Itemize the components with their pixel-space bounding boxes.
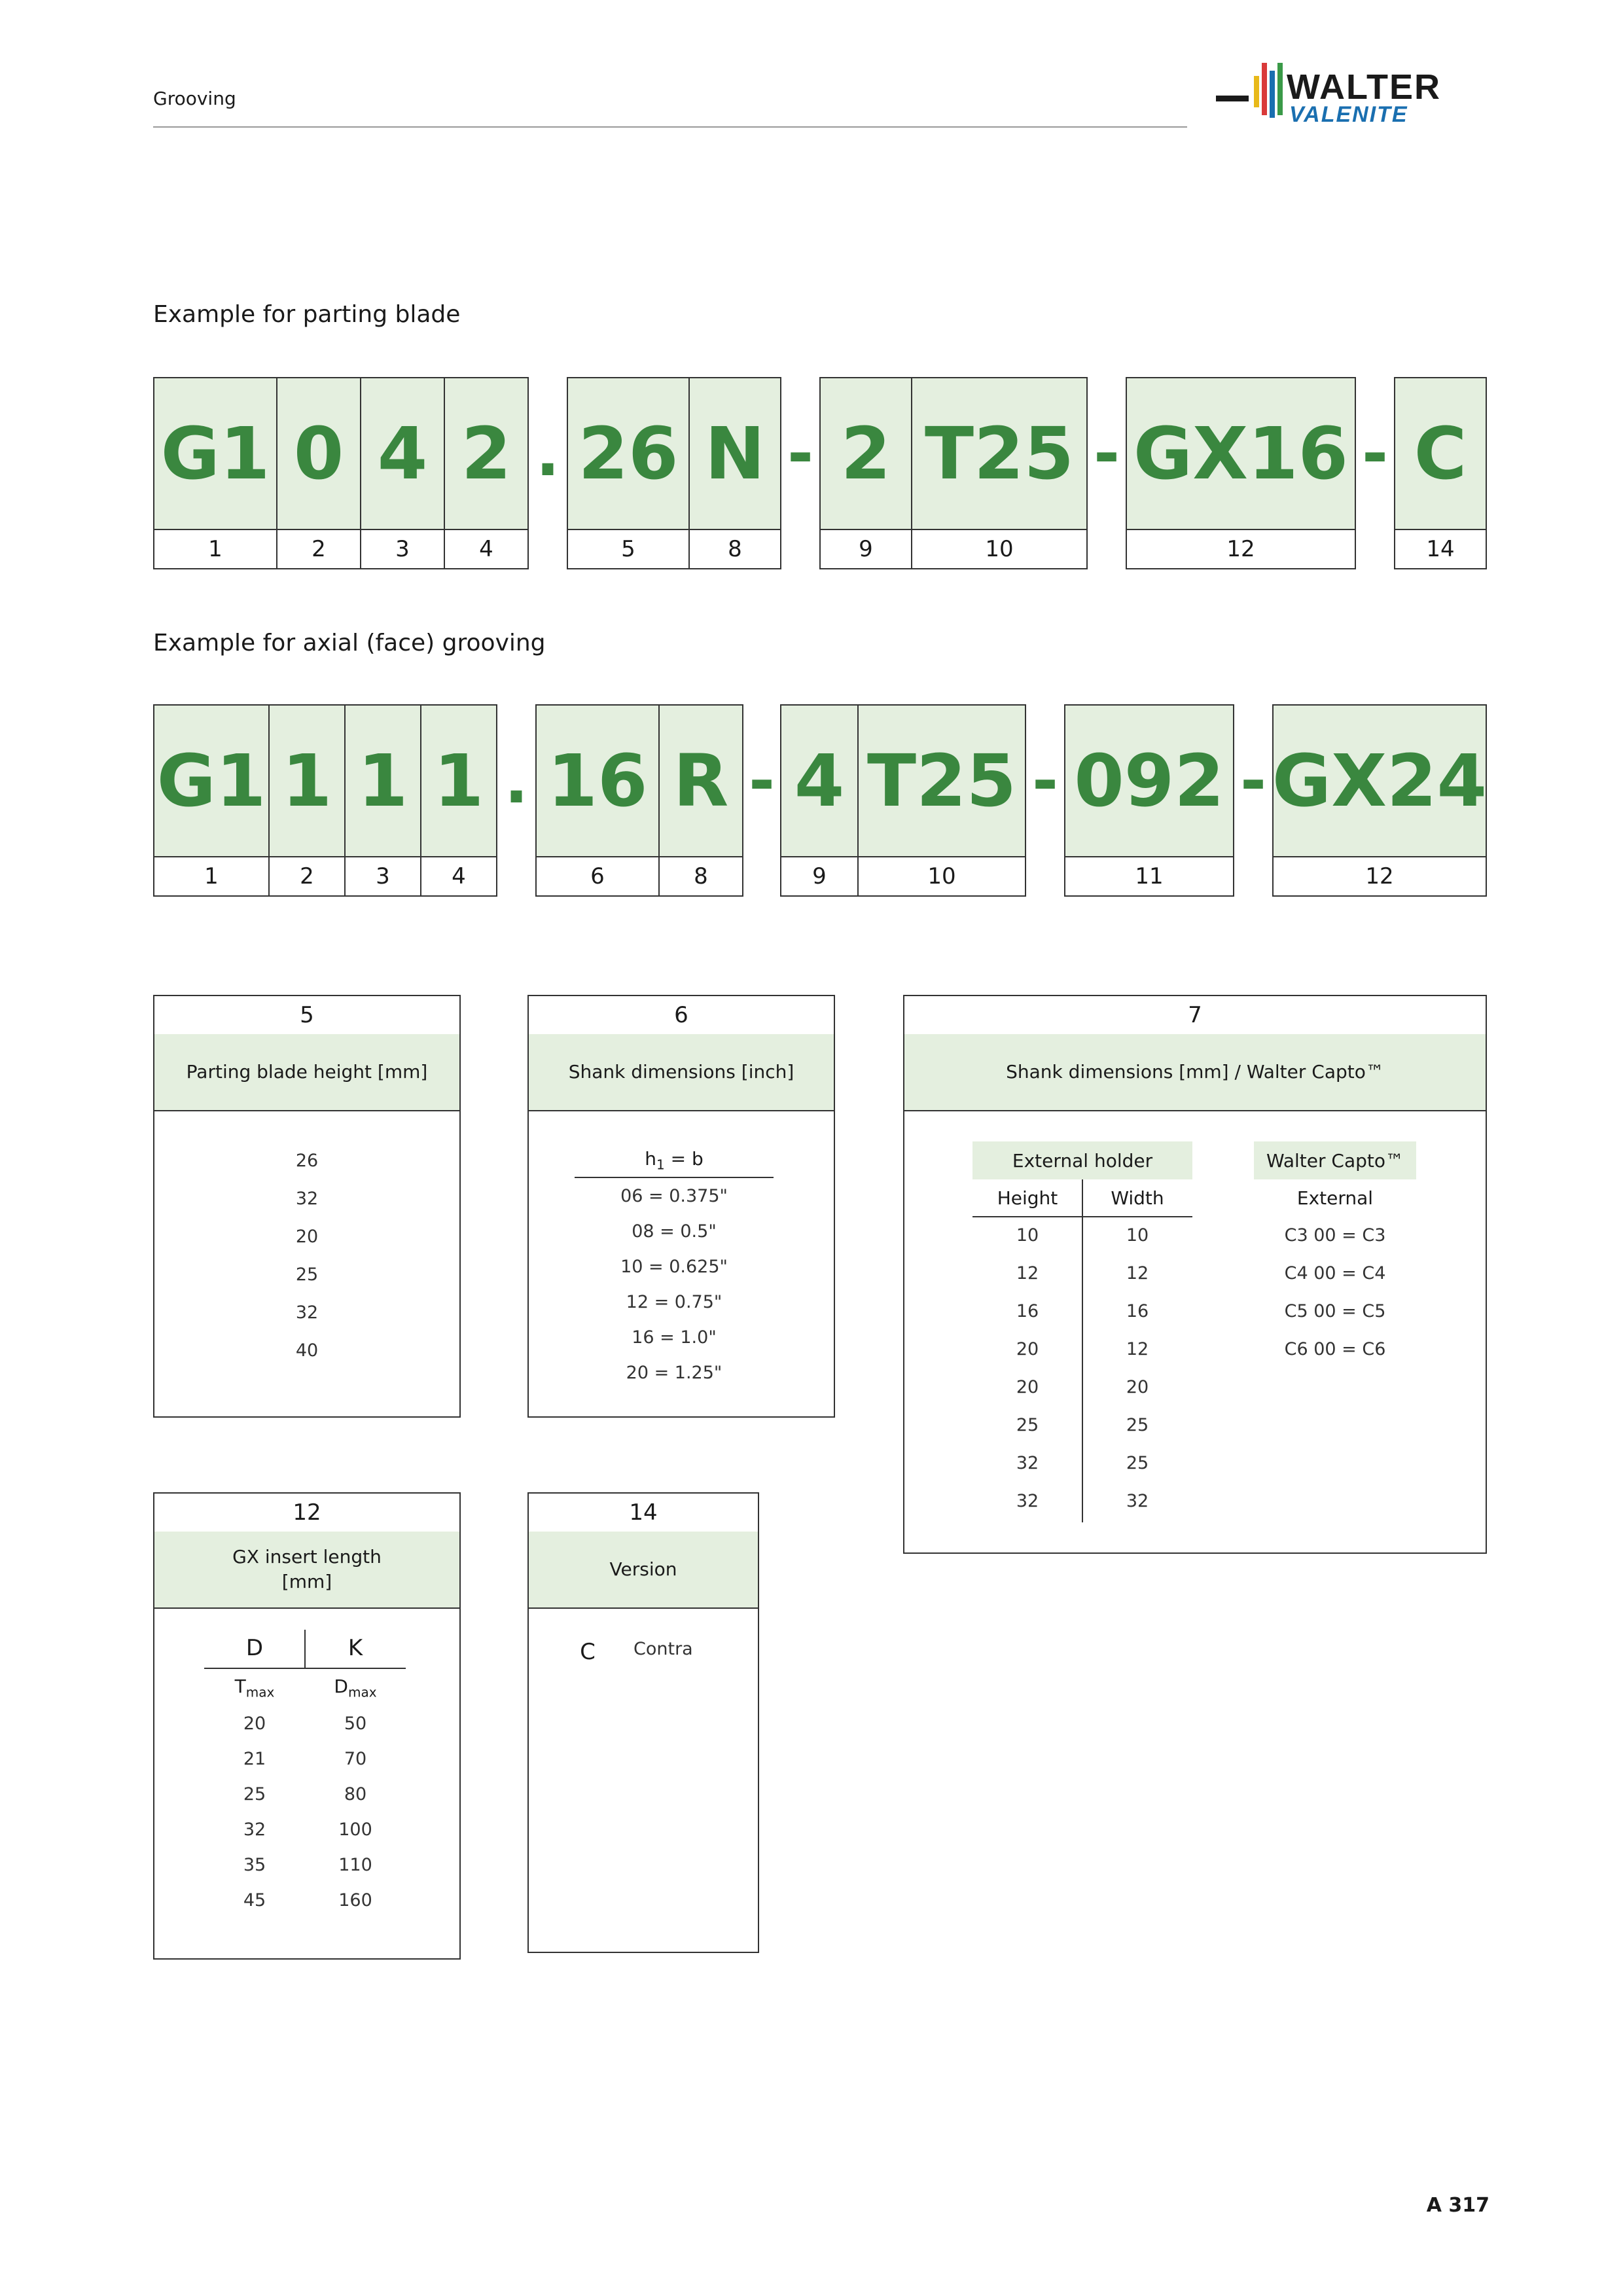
- version-description: Contra: [633, 1639, 693, 1659]
- table-6-number: 6: [529, 996, 834, 1035]
- tmax-value: 21: [243, 1749, 266, 1769]
- axial-example-title: Example for axial (face) grooving: [153, 630, 546, 656]
- dmax-subheader: $D_{max}$: [334, 1676, 377, 1700]
- axial-code-1: G1: [153, 704, 270, 857]
- parting-code-12: GX16: [1126, 377, 1356, 530]
- table-5-number: 5: [154, 996, 459, 1035]
- table-14-number: 14: [529, 1494, 758, 1533]
- height-value: 16: [1016, 1301, 1039, 1321]
- column-k-header: K: [348, 1635, 363, 1661]
- table-5-value: 25: [295, 1265, 319, 1285]
- parting-sep-dash-3: -: [1362, 417, 1388, 490]
- tmax-subheader: $T_{max}$: [234, 1676, 275, 1700]
- parting-num-5: 5: [567, 529, 690, 569]
- parting-num-9: 9: [819, 529, 912, 569]
- height-value: 20: [1016, 1339, 1039, 1359]
- table-12-number: 12: [154, 1494, 459, 1533]
- parting-code-8: N: [688, 377, 781, 530]
- parting-code-9: 2: [819, 377, 912, 530]
- table-5-value: 40: [295, 1340, 319, 1361]
- axial-num-2: 2: [268, 856, 346, 897]
- width-value: 10: [1126, 1225, 1149, 1246]
- axial-code-8: R: [658, 704, 743, 857]
- parting-sep-dot: .: [535, 417, 560, 490]
- parting-code-1: G1: [153, 377, 277, 530]
- table-6-value: 12 = 0.75": [626, 1292, 722, 1312]
- table-6-shank-dimensions-inch: [527, 995, 835, 1418]
- axial-num-6: 6: [535, 856, 660, 897]
- table-5-value: 32: [295, 1302, 319, 1323]
- svg-text:WALTER: WALTER: [1287, 67, 1441, 107]
- parting-num-3: 3: [360, 529, 445, 569]
- dmax-value: 160: [338, 1890, 372, 1910]
- tmax-value: 45: [243, 1890, 266, 1910]
- parting-num-8: 8: [688, 529, 781, 569]
- walter-valenite-logo: [1216, 56, 1491, 135]
- table-6-value: 16 = 1.0": [632, 1327, 717, 1348]
- table-6-column-header: $h_1 = b$: [645, 1148, 704, 1173]
- table-6-value: 08 = 0.5": [632, 1221, 717, 1242]
- tmax-value: 25: [243, 1784, 266, 1804]
- tmax-value: 35: [243, 1855, 266, 1875]
- external-column-header: External: [1296, 1187, 1374, 1209]
- table-12-gx-insert-length: [153, 1492, 461, 1960]
- capto-value: C3 00 = C3: [1284, 1225, 1386, 1246]
- axial-num-11: 11: [1064, 856, 1234, 897]
- height-column-header: Height: [997, 1187, 1058, 1209]
- external-holder-label: External holder: [972, 1141, 1192, 1179]
- height-value: 32: [1016, 1491, 1039, 1511]
- table-5-value: 20: [295, 1227, 319, 1247]
- parting-code-5: 26: [567, 377, 690, 530]
- table-6-value: 20 = 1.25": [626, 1363, 722, 1383]
- dmax-value: 110: [338, 1855, 372, 1875]
- width-value: 12: [1126, 1263, 1149, 1283]
- axial-num-8: 8: [658, 856, 743, 897]
- axial-sep-dash-2: -: [1032, 744, 1058, 817]
- parting-sep-dash-1: -: [787, 417, 813, 490]
- axial-code-9: 4: [780, 704, 859, 857]
- table-12-header-rule: [204, 1668, 406, 1669]
- table-5-parting-blade-height: [153, 995, 461, 1418]
- dmax-value: 100: [338, 1820, 372, 1840]
- axial-sep-dash-1: -: [749, 744, 775, 817]
- width-value: 32: [1126, 1491, 1149, 1511]
- parting-num-4: 4: [444, 529, 529, 569]
- capto-value: C6 00 = C6: [1284, 1339, 1386, 1359]
- table-14-heading: Version: [529, 1532, 758, 1609]
- table-5-value: 32: [295, 1189, 319, 1209]
- version-code: C: [580, 1639, 596, 1665]
- height-value: 20: [1016, 1377, 1039, 1397]
- axial-num-9: 9: [780, 856, 859, 897]
- logo-mark-icon: [1216, 56, 1491, 135]
- axial-code-3: 1: [344, 704, 421, 857]
- column-d-header: D: [245, 1635, 264, 1661]
- parting-code-2: 0: [276, 377, 361, 530]
- table-12-column-divider: [304, 1630, 306, 1668]
- axial-code-10: T25: [857, 704, 1026, 857]
- dmax-value: 80: [344, 1784, 367, 1804]
- parting-num-14: 14: [1394, 529, 1487, 569]
- table-5-value: 26: [295, 1151, 319, 1171]
- walter-capto-label: Walter Capto™: [1254, 1141, 1416, 1179]
- height-value: 12: [1016, 1263, 1039, 1283]
- axial-code-6: 16: [535, 704, 660, 857]
- parting-num-1: 1: [153, 529, 277, 569]
- capto-value: C5 00 = C5: [1284, 1301, 1386, 1321]
- parting-code-14: C: [1394, 377, 1487, 530]
- parting-num-12: 12: [1126, 529, 1356, 569]
- tmax-value: 20: [243, 1713, 266, 1734]
- axial-code-2: 1: [268, 704, 346, 857]
- table-7-number: 7: [904, 996, 1486, 1035]
- axial-code-12: GX24: [1272, 704, 1487, 857]
- capto-value: C4 00 = C4: [1284, 1263, 1386, 1283]
- page-number: A 317: [1426, 2194, 1489, 2217]
- table-6-header-rule: [575, 1177, 774, 1178]
- table-6-value: 10 = 0.625": [620, 1257, 728, 1277]
- parting-code-4: 2: [444, 377, 529, 530]
- axial-num-4: 4: [420, 856, 497, 897]
- width-column-header: Width: [1111, 1187, 1164, 1209]
- width-value: 12: [1126, 1339, 1149, 1359]
- height-value: 25: [1016, 1415, 1039, 1435]
- table-7-heading: Shank dimensions [mm] / Walter Capto™: [904, 1034, 1486, 1111]
- table-6-heading: Shank dimensions [inch]: [529, 1034, 834, 1111]
- axial-sep-dash-3: -: [1240, 744, 1266, 817]
- tmax-value: 32: [243, 1820, 266, 1840]
- dmax-value: 70: [344, 1749, 367, 1769]
- header-rule: [153, 126, 1187, 128]
- axial-num-1: 1: [153, 856, 270, 897]
- parting-num-2: 2: [276, 529, 361, 569]
- height-value: 10: [1016, 1225, 1039, 1246]
- section-header: Grooving: [153, 88, 236, 109]
- parting-num-10: 10: [911, 529, 1088, 569]
- axial-code-11: 092: [1064, 704, 1234, 857]
- axial-num-3: 3: [344, 856, 421, 897]
- table-7-shank-dimensions-capto: [903, 995, 1487, 1554]
- axial-code-4: 1: [420, 704, 497, 857]
- width-value: 16: [1126, 1301, 1149, 1321]
- width-value: 25: [1126, 1415, 1149, 1435]
- width-value: 25: [1126, 1453, 1149, 1473]
- parting-code-3: 4: [360, 377, 445, 530]
- height-value: 32: [1016, 1453, 1039, 1473]
- dmax-value: 50: [344, 1713, 367, 1734]
- svg-text:VALENITE: VALENITE: [1289, 102, 1408, 127]
- axial-num-10: 10: [857, 856, 1026, 897]
- width-value: 20: [1126, 1377, 1149, 1397]
- table-6-value: 06 = 0.375": [620, 1186, 728, 1206]
- axial-sep-dot: .: [504, 744, 529, 817]
- table-5-heading: Parting blade height [mm]: [154, 1034, 459, 1111]
- parting-example-title: Example for parting blade: [153, 301, 461, 328]
- table-12-heading: GX insert length [mm]: [154, 1532, 459, 1609]
- parting-code-10: T25: [911, 377, 1088, 530]
- axial-num-12: 12: [1272, 856, 1487, 897]
- parting-sep-dash-2: -: [1094, 417, 1120, 490]
- table-14-version: [527, 1492, 759, 1953]
